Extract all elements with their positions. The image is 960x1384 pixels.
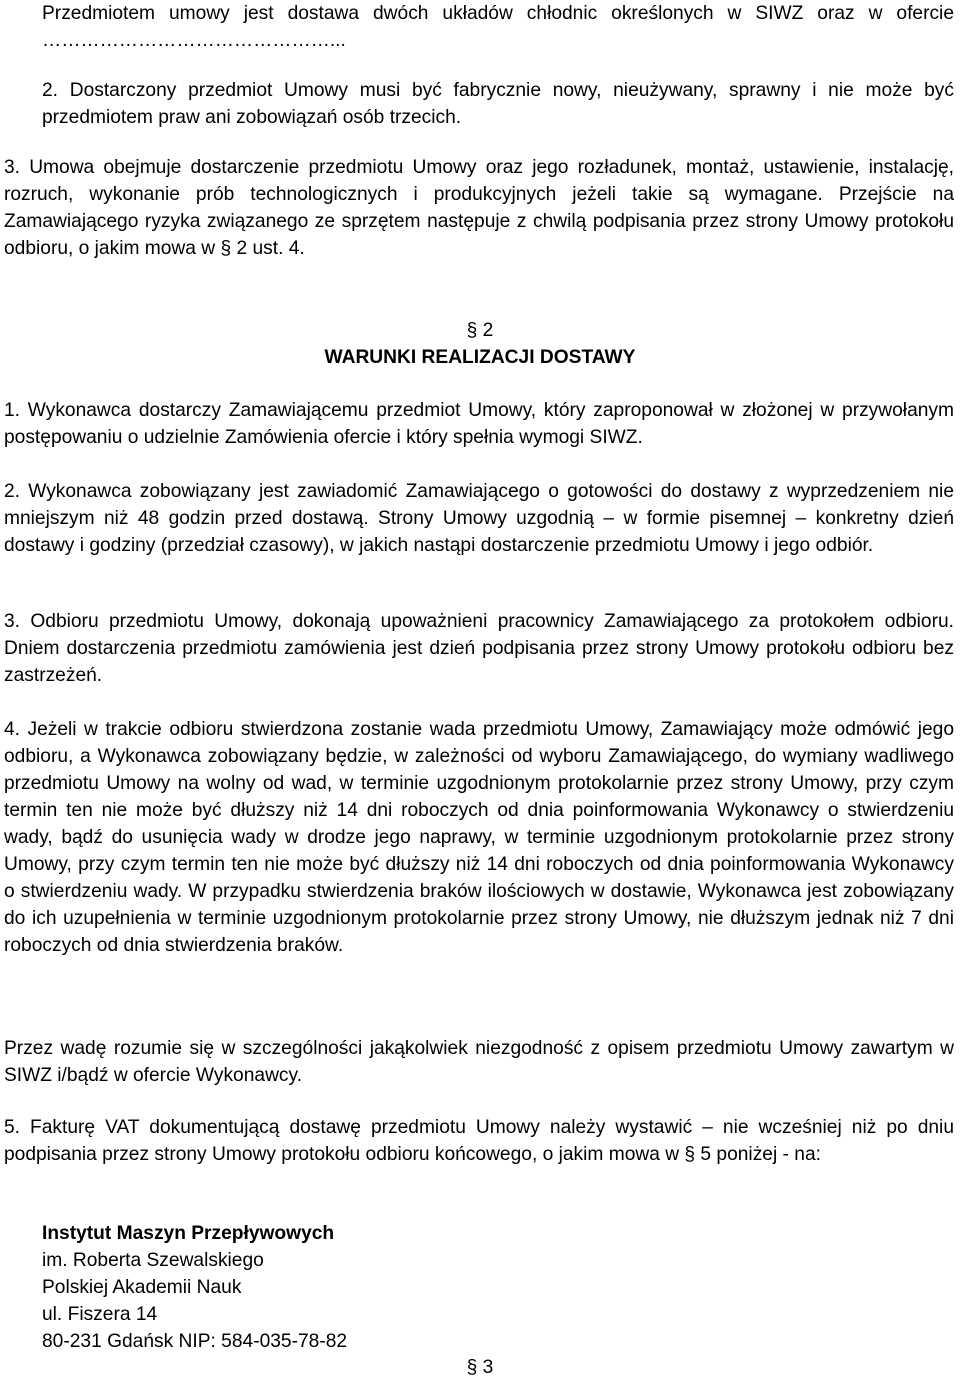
paragraph-2-5: 5. Fakturę VAT dokumentującą dostawę przedmiotu Umowy należy wystawić – nie wcześniej niż po dniu podpisania przez strony Umowy protokołu odbioru końcowego, o jakim mowa w § 5 poniżej - na: (4, 1117, 954, 1165)
address-line-1: im. Roberta Szewalskiego (42, 1250, 264, 1271)
paragraph-1-3: 3. Umowa obejmuje dostarczenie przedmiotu Umowy oraz jego rozładunek, montaż, ustawienie, instalację, rozruch, wykonanie prób technologicznych i produkcyjnych jeżeli takie są wymagane. Przejście na Zamawiającego ryzyka związanego ze sprzętem następuje z chwilą podpisania przez strony Umowy protokołu odbioru, o jakim mowa w § 2 ust. 4. (4, 157, 954, 259)
invoice-address-block (42, 1220, 347, 1355)
paragraph-2-1: 1. Wykonawca dostarczy Zamawiającemu przedmiot Umowy, który zaproponował w złożonej w przywołanym postępowaniu o udzielnie Zamówienia ofercie i który spełnia wymogi SIWZ. (4, 400, 954, 448)
paragraph-1-2: 2. Dostarczony przedmiot Umowy musi być fabrycznie nowy, nieużywany, sprawny i nie może być przedmiotem praw ani zobowiązań osób trzecich. (42, 80, 954, 128)
address-line-2: Polskiej Akademii Nauk (42, 1277, 242, 1298)
paragraph-2-3: 3. Odbioru przedmiotu Umowy, dokonają upoważnieni pracownicy Zamawiającego za protokołem odbioru. Dniem dostarczenia przedmiotu zamówienia jest dzień podpisania przez strony Umowy protokołu odbioru bez zastrzeżeń. (4, 611, 954, 686)
paragraph-2-2: 2. Wykonawca zobowiązany jest zawiadomić Zamawiającego o gotowości do dostawy z wyprzedzeniem nie mniejszym niż 48 godzin przed dostawą. Strony Umowy uzgodnią – w formie pisemnej – konkretny dzień dostawy i godziny (przedział czasowy), w jakich nastąpi dostarczenie przedmiotu Umowy i jego odbiór. (4, 481, 954, 556)
section-2-number: § 2 (466, 320, 494, 341)
paragraph-2-4: 4. Jeżeli w trakcie odbioru stwierdzona zostanie wada przedmiotu Umowy, Zamawiający może odmówić jego odbioru, a Wykonawca zobowiązany będzie, w zależności od wyboru Zamawiającego, do wymiany wadliwego przedmiotu Umowy na wolny od wad, w terminie uzgodnionym protokolarnie przez strony Umowy, przy czym termin ten nie może być dłuższy niż 14 dni roboczych od dnia poinformowania Wykonawcy o stwierdzeniu wady, bądź do usunięcia wady w drodze jego naprawy, w terminie uzgodnionym protokolarnie przez strony Umowy, przy czym termin ten nie może być dłuższy niż 14 dni roboczych od dnia poinformowania Wykonawcy o stwierdzeniu wady. W przypadku stwierdzenia braków ilościowych w dostawie, Wykonawca jest zobowiązany do ich uzupełnienia w terminie uzgodnionym protokolarnie przez strony Umowy, nie dłuższym jednak niż 7 dni roboczych od dnia stwierdzenia braków. (4, 719, 954, 956)
address-line-4: 80-231 Gdańsk NIP: 584-035-78-82 (42, 1331, 348, 1352)
paragraph-defect-definition: Przez wadę rozumie się w szczególności jakąkolwiek niezgodność z opisem przedmiotu Umowy zawartym w SIWZ i/bądź w ofercie Wykonawcy. (4, 1038, 954, 1086)
section-2-title: WARUNKI REALIZACJI DOSTAWY (324, 347, 636, 368)
institute-name: Instytut Maszyn Przepływowych (42, 1223, 335, 1244)
section-3-number: § 3 (466, 1357, 494, 1378)
address-line-3: ul. Fiszera 14 (42, 1304, 158, 1325)
paragraph-1-1-continuation: Przedmiotem umowy jest dostawa dwóch układów chłodnic określonych w SIWZ oraz w ofercie ………………………………………... (42, 3, 954, 51)
